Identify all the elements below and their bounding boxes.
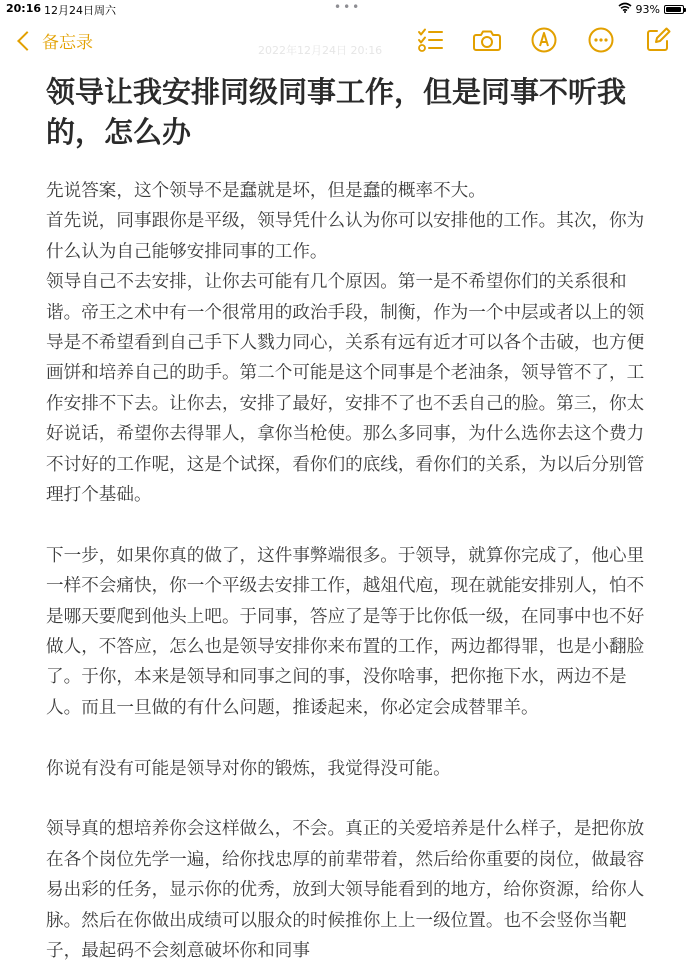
note-date: 2022年12月24日 20:16 — [258, 44, 383, 57]
compose-icon[interactable] — [644, 26, 672, 54]
note-paragraph: 领导真的想培养你会这样做么，不会。真正的关爱培养是什么样子，是把你放在各个岗位先学一遍，给你找忠厚的前辈带着，然后给你重要的岗位，做最容易出彩的任务，显示你的优秀，放到大领导能看到的地方，给你资源，给你人脉。然后在你做出成绩可以服众的时候推你上上一级位置。也不会竖你当靶子，最起码不会刻意破坏你和同事 — [46, 819, 645, 962]
battery-icon — [664, 5, 684, 14]
paragraph-spacer — [46, 510, 648, 540]
camera-icon[interactable] — [473, 26, 501, 54]
note-paragraph: 首先说，同事跟你是平级，领导凭什么认为你可以安排他的工作。其次，你为什么认为自己能够安排同事的工作。 — [46, 211, 645, 262]
more-ellipsis-icon[interactable] — [587, 26, 615, 54]
paragraph-spacer — [46, 723, 648, 753]
back-button[interactable] — [16, 28, 93, 53]
multitasking-dots-icon[interactable]: ••• — [334, 0, 362, 14]
note-body[interactable] — [46, 176, 648, 967]
status-time: 20:16 — [6, 2, 42, 15]
note-paragraph: 你说有没有可能是领导对你的锻炼，我觉得没可能。 — [46, 758, 451, 779]
battery-level-fill — [666, 7, 681, 12]
note-title[interactable]: 领导让我安排同级同事工作，但是同事不听我的，怎么办 — [46, 75, 627, 149]
chevron-left-icon — [17, 31, 37, 51]
paragraph-spacer — [46, 784, 648, 814]
status-right — [618, 2, 684, 16]
note-paragraph: 先说答案，这个领导不是蠢就是坏，但是蠢的概率不大。 — [46, 181, 486, 201]
checklist-icon[interactable] — [416, 26, 444, 54]
status-date: 12月24日周六 — [44, 4, 116, 17]
wifi-icon — [618, 2, 632, 16]
note-paragraph: 领导自己不去安排，让你去可能有几个原因。第一是不希望你们的关系很和谐。帝王之术中有一个很常用的政治手段，制衡，作为一个中层或者以上的领导是不希望看到自己手下人戮力同心，关系有远有近才可以各个击破，也方便画饼和培养自己的助手。第二个可能是这个同事是个老油条，领导管不了，工作安排不下去。让你去，安排了最好，安排不了也不丢自己的脸。第三，你太好说话，希望你去得罪人，拿你当枪使。那么多同事，为什么选你去这个费力不讨好的工作呢，这是个试探，看你们的底线，看你们的关系，为以后分别管理打个基础。 — [46, 272, 645, 506]
note-paragraph: 下一步，如果你真的做了，这件事弊端很多。于领导，就算你完成了，他心里一样不会痛快，你一个平级去安排工作，越俎代庖，现在就能安排别人，怕不是哪天要爬到他头上吧。于同事，答应了是等于比你低一级，在同事中也不好做人，不答应，怎么也是领导安排你来布置的工作，两边都得罪，也是小翻脸了。于你，本来是领导和同事之间的事，没你啥事，把你拖下水，两边不是人。而且一旦做的有什么问题，推诿起来，你必定会成替罪羊。 — [46, 545, 645, 718]
battery-percent: 93% — [635, 2, 660, 16]
note-toolbar — [387, 26, 672, 54]
markup-pen-icon[interactable] — [530, 26, 558, 54]
status-bar — [0, 0, 690, 20]
back-button-label: 备忘录 — [42, 33, 93, 53]
